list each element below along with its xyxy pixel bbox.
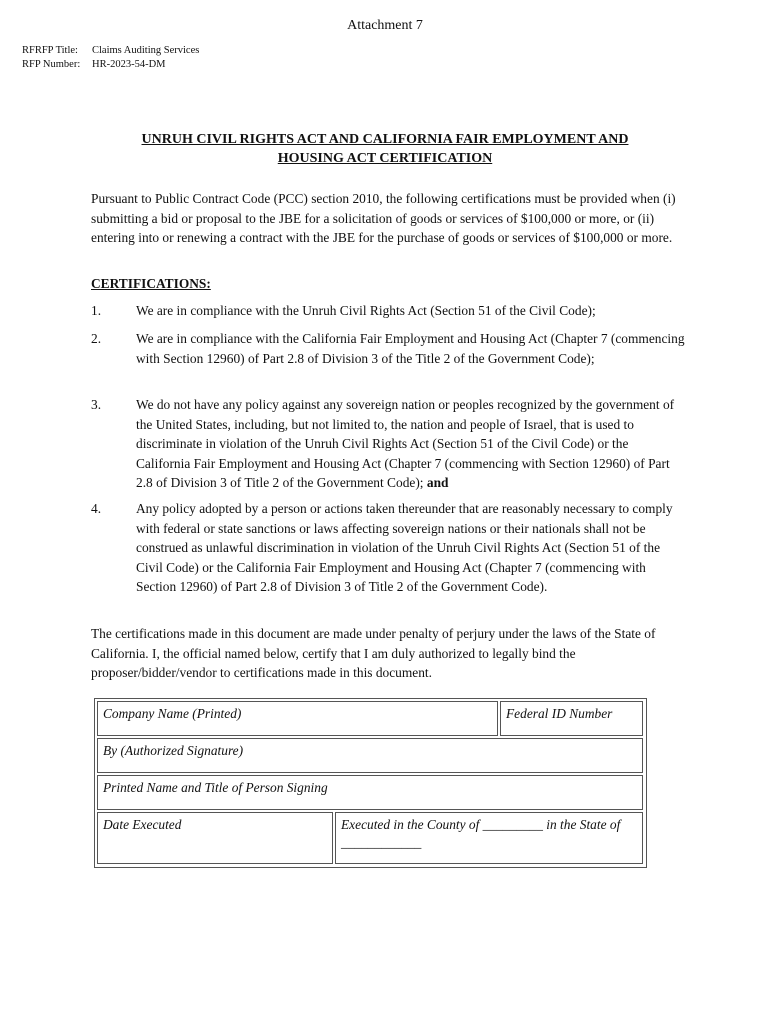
item-number: 3. — [91, 397, 102, 412]
item-text: We are in compliance with the Unruh Civil Rights Act (Section 51 of the Civil Code); — [136, 303, 596, 318]
rfp-title-value: Claims Auditing Services — [92, 45, 200, 56]
intro-paragraph: Pursuant to Public Contract Code (PCC) section 2010, the following certifications must be provided when (i) submitting a bid or proposal to the JBE for a solicitation of goods or services of $100,000 or more, or (ii) entering into or renewing a contract with the JBE for the purchase of goods or services of $100,000 or more. — [91, 191, 676, 245]
closing-paragraph: The certifications made in this document are made under penalty of perjury under the laws of the State of California. I, the official named below, certify that I am duly authorized to legally bind the proposer/bidder/vendor to certifications made in this document. — [91, 626, 656, 680]
item-number: 1. — [91, 303, 102, 318]
printed-name-field[interactable]: Printed Name and Title of Person Signing — [97, 775, 643, 810]
item-text: Any policy adopted by a person or actions taken thereunder that are reasonably necessary to comply with federal or state sanctions or laws affecting sovereign nations or their nationals shall not be construed as unlawful discrimination in violation of the Unruh Civil Rights Act (Section 51 of the Civil Code) or the California Fair Employment and Housing Act (Chapter 7 (commencing with Section 12960) of Part 2.8 of Division 3 of Title 2 of the Government Code). — [136, 501, 673, 594]
rfp-number-value: HR-2023-54-DM — [92, 59, 166, 70]
attachment-label: Attachment 7 — [347, 18, 423, 33]
rfp-number-row — [22, 58, 166, 72]
item-number: 2. — [91, 331, 102, 346]
certifications-heading: CERTIFICATIONS: — [91, 276, 211, 291]
title-line-1: UNRUH CIVIL RIGHTS ACT AND CALIFORNIA FAIR EMPLOYMENT AND — [141, 132, 629, 147]
document-title — [60, 130, 710, 168]
item-text-wrap — [136, 395, 686, 493]
rfp-title-row — [22, 44, 199, 58]
title-line-2: HOUSING ACT CERTIFICATION — [277, 151, 493, 166]
executed-county-field[interactable]: Executed in the County of _________ in the State of ____________ — [335, 812, 643, 864]
rfp-title-label: RFRFP Title: — [22, 45, 78, 56]
company-name-field[interactable]: Company Name (Printed) — [97, 701, 498, 736]
signature-field[interactable]: By (Authorized Signature) — [97, 738, 643, 773]
federal-id-field[interactable]: Federal ID Number — [500, 701, 643, 736]
item-number: 4. — [91, 501, 102, 516]
rfp-number-label: RFP Number: — [22, 59, 81, 70]
signature-form — [94, 698, 647, 868]
item-text: We are in compliance with the California Fair Employment and Housing Act (Chapter 7 (commencing with Section 12960) of Part 2.8 of Division 3 of the Title 2 of the Government Code); — [136, 331, 685, 366]
item-suffix: and — [426, 475, 449, 490]
date-executed-field[interactable]: Date Executed — [97, 812, 333, 864]
item-text: We do not have any policy against any sovereign nation or peoples recognized by the government of the United States, including, but not limited to, the nation and people of Israel, that is used to discriminate in violation of the Unruh Civil Rights Act (Section 51 of the Civil Code) or the California Fair Employment and Housing Act (Chapter 7 (commencing with Section 12960) of Part 2.8 of Division 3 of Title 2 of the Government Code); — [136, 397, 675, 490]
